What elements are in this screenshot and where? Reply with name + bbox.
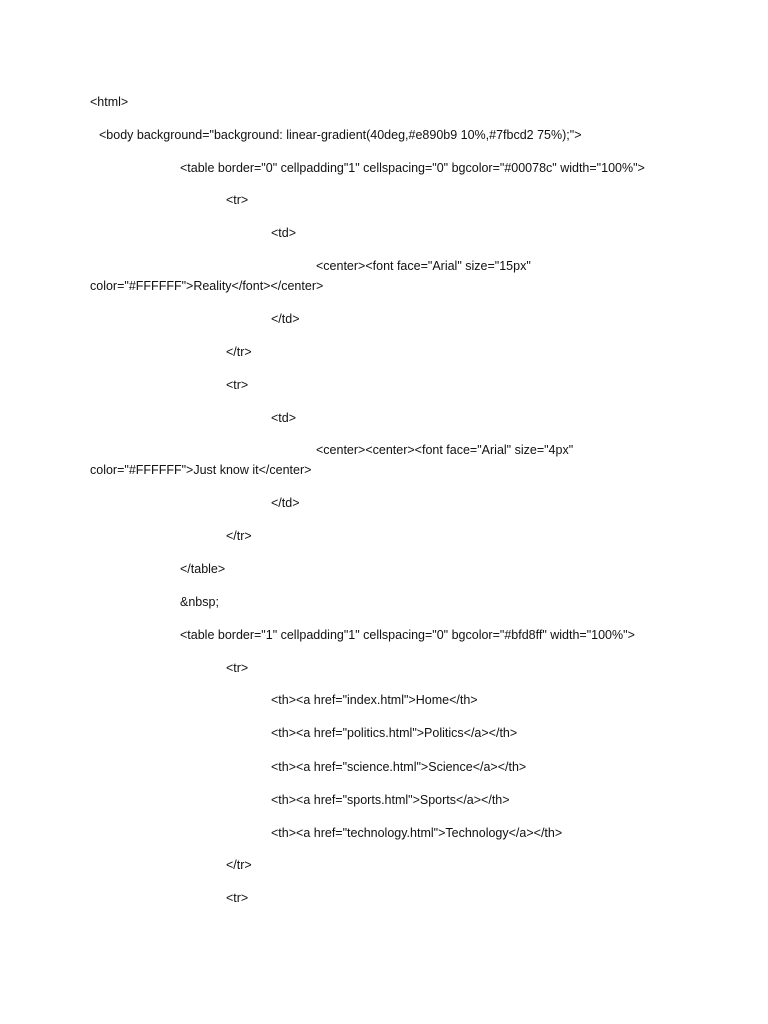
code-line: </tr> [226,345,252,359]
code-line: <tr> [226,378,249,392]
code-line: <body background="background: linear-gradient(40deg,#e890b9 10%,#7fbcd2 75%);"> [99,128,582,142]
code-line: <th><a href="science.html">Science</a></th> [271,760,527,774]
code-line: </td> [271,496,300,510]
code-line: <td> [271,226,297,240]
code-line: <center><center><font face="Arial" size="4px" [316,443,574,457]
code-line: <html> [90,95,129,109]
code-line: <center><font face="Arial" size="15px" [316,259,531,273]
code-line: <table border="1" cellpadding"1" cellspacing="0" bgcolor="#bfd8ff" width="100%"> [180,628,635,642]
code-line: <tr> [226,661,249,675]
code-line: <tr> [226,891,249,905]
code-line: </tr> [226,529,252,543]
code-line: color="#FFFFFF">Reality</font></center> [90,279,324,293]
code-line: <table border="0" cellpadding"1" cellspacing="0" bgcolor="#00078c" width="100%"> [180,161,645,175]
code-line: &nbsp; [180,595,219,609]
code-line: color="#FFFFFF">Just know it</center> [90,463,312,477]
code-line: <th><a href="sports.html">Sports</a></th> [271,793,510,807]
code-line: <tr> [226,193,249,207]
code-line: </td> [271,312,300,326]
code-line: </table> [180,562,226,576]
code-line: </tr> [226,858,252,872]
code-line: <th><a href="technology.html">Technology</a></th> [271,826,563,840]
code-line: <th><a href="index.html">Home</th> [271,693,478,707]
code-line: <td> [271,411,297,425]
code-line: <th><a href="politics.html">Politics</a></th> [271,726,518,740]
